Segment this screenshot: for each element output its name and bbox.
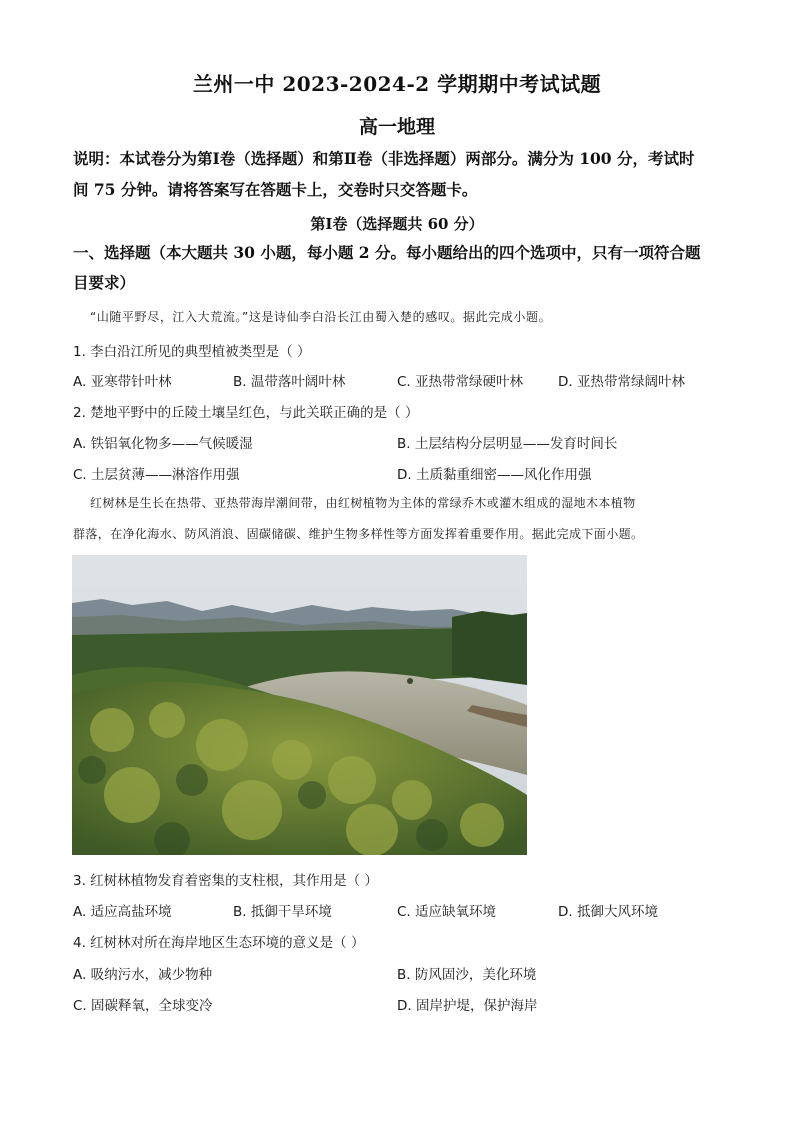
question-2-option-c[interactable]: C. 土层贫薄——淋溶作用强 <box>73 467 240 483</box>
question-1-stem: 1. 李白沿江所见的典型植被类型是（ ） <box>73 344 311 360</box>
mangrove-photo <box>72 555 527 855</box>
passage-poem: “山随平野尽，江入大荒流。”这是诗仙李白沿长江由蜀入楚的感叹。据此完成小题。 <box>90 310 552 324</box>
instructions-line-1: 说明：本试卷分为第Ⅰ卷（选择题）和第Ⅱ卷（非选择题）两部分。满分为 100 分，考试时 <box>73 149 695 168</box>
passage-mangrove-line-2: 群落，在净化海水、防风消浪、固碳储碳、维护生物多样性等方面发挥着重要作用。据此完成下面小题。 <box>73 527 644 541</box>
question-3-option-c[interactable]: C. 适应缺氧环境 <box>397 904 497 920</box>
question-4-option-a[interactable]: A. 吸纳污水，减少物种 <box>73 967 213 983</box>
question-1-option-c[interactable]: C. 亚热带常绿硬叶林 <box>397 374 524 390</box>
question-4-option-c[interactable]: C. 固碳释氧，全球变冷 <box>73 998 213 1014</box>
question-2-option-b[interactable]: B. 土层结构分层明显——发育时间长 <box>397 436 618 452</box>
question-3-option-b[interactable]: B. 抵御干旱环境 <box>233 904 332 920</box>
passage-mangrove-line-1: 红树林是生长在热带、亚热带海岸潮间带，由红树植物为主体的常绿乔木或灌木组成的湿地木本植物 <box>90 496 636 510</box>
question-3-option-d[interactable]: D. 抵御大风环境 <box>558 904 658 920</box>
question-4-option-d[interactable]: D. 固岸护堤，保护海岸 <box>397 998 538 1014</box>
question-4-option-b[interactable]: B. 防风固沙，美化环境 <box>397 967 537 983</box>
question-2-option-a[interactable]: A. 铁铝氧化物多——气候暖湿 <box>73 436 253 452</box>
exam-title: 兰州一中 2023-2024-2 学期期中考试试题 <box>192 72 602 96</box>
question-1-option-b[interactable]: B. 温带落叶阔叶林 <box>233 374 346 390</box>
question-3-stem: 3. 红树林植物发育着密集的支柱根，其作用是（ ） <box>73 873 378 889</box>
question-2-stem: 2. 楚地平野中的丘陵土壤呈红色，与此关联正确的是（ ） <box>73 405 419 421</box>
exam-subject: 高一地理 <box>358 116 435 138</box>
question-2-option-d[interactable]: D. 土质黏重细密——风化作用强 <box>397 467 592 483</box>
question-3-option-a[interactable]: A. 适应高盐环境 <box>73 904 172 920</box>
part-one-heading: 第Ⅰ卷（选择题共 60 分） <box>310 215 484 233</box>
question-1-option-d[interactable]: D. 亚热带常绿阔叶林 <box>558 374 685 390</box>
instructions-line-2: 间 75 分钟。请将答案写在答题卡上，交卷时只交答题卡。 <box>73 180 478 199</box>
section-heading-line-2: 目要求） <box>73 273 136 292</box>
section-heading-line-1: 一、选择题（本大题共 30 小题，每小题 2 分。每小题给出的四个选项中，只有一项符合题 <box>73 243 701 262</box>
question-4-stem: 4. 红树林对所在海岸地区生态环境的意义是（ ） <box>73 935 365 951</box>
question-1-option-a[interactable]: A. 亚寒带针叶林 <box>73 374 172 390</box>
